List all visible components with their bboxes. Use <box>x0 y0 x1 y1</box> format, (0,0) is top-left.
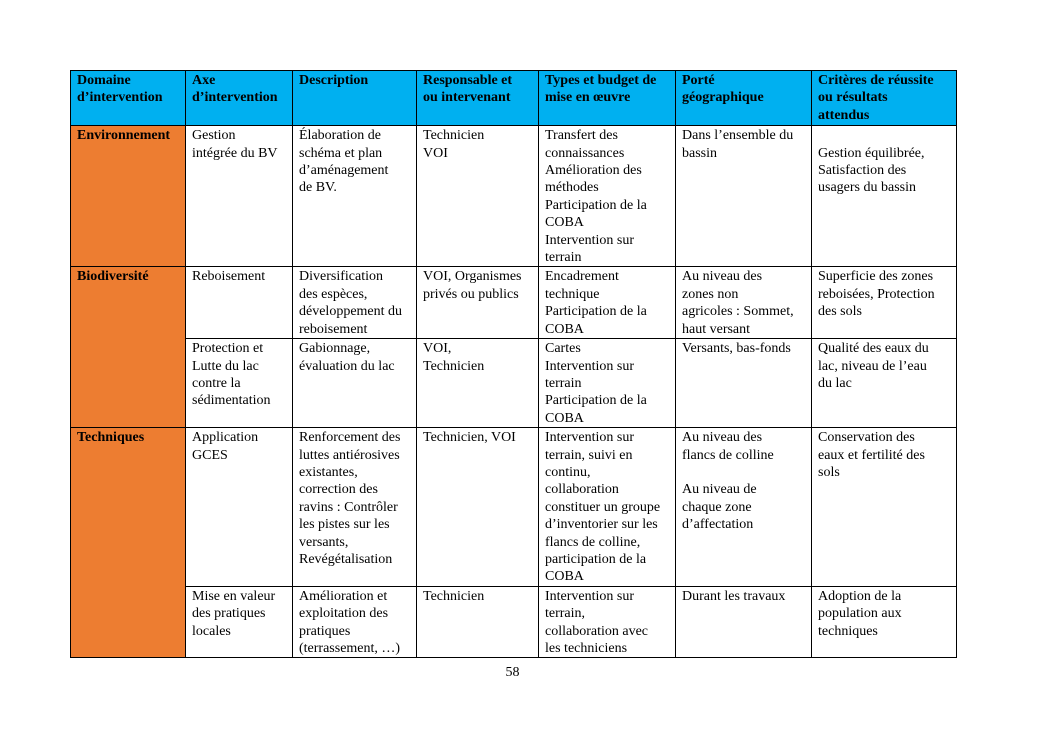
axe-cell: Mise en valeur des pratiques locales <box>186 586 293 658</box>
responsable-cell: Technicien <box>417 586 539 658</box>
page-number: 58 <box>505 665 520 680</box>
header-criteres: Critères de réussite ou résultats attendus <box>812 71 957 126</box>
types-cell: Intervention sur terrain, collaboration avec les techniciens <box>539 586 676 658</box>
types-cell: Intervention sur terrain, suivi en continu, collaboration constituer un groupe d’inventorier sur les flancs de colline, participation de la COBA <box>539 428 676 587</box>
axe-cell: Protection et Lutte du lac contre la sédimentation <box>186 339 293 428</box>
axe-cell: Application GCES <box>186 428 293 587</box>
description-cell: Élaboration de schéma et plan d’aménagement de BV. <box>293 126 417 267</box>
table-row <box>71 428 957 587</box>
types-cell: Cartes Intervention sur terrain Participation de la COBA <box>539 339 676 428</box>
criteres-cell: Superficie des zones reboisées, Protection des sols <box>812 267 957 339</box>
criteres-cell: Conservation des eaux et fertilité des sols <box>812 428 957 587</box>
criteres-cell: Gestion équilibrée, Satisfaction des usagers du bassin <box>812 126 957 267</box>
description-cell: Renforcement des luttes antiérosives existantes, correction des ravins : Contrôler les pistes sur les versants, Revégétalisation <box>293 428 417 587</box>
axe-cell: Gestion intégrée du BV <box>186 126 293 267</box>
responsable-cell: VOI, Technicien <box>417 339 539 428</box>
description-cell: Gabionnage, évaluation du lac <box>293 339 417 428</box>
types-cell: Encadrement technique Participation de la COBA <box>539 267 676 339</box>
types-cell: Transfert des connaissances Amélioration des méthodes Participation de la COBA Intervention sur terrain <box>539 126 676 267</box>
header-types-budget: Types et budget de mise en œuvre <box>539 71 676 126</box>
porte-cell: Durant les travaux <box>676 586 812 658</box>
header-domaine: Domaine d’intervention <box>71 71 186 126</box>
criteres-cell: Adoption de la population aux techniques <box>812 586 957 658</box>
table-row <box>71 586 957 658</box>
responsable-cell: Technicien, VOI <box>417 428 539 587</box>
responsable-cell: VOI, Organismes privés ou publics <box>417 267 539 339</box>
domain-cell-techniques: Techniques <box>71 428 186 658</box>
header-responsable: Responsable et ou intervenant <box>417 71 539 126</box>
porte-cell: Versants, bas-fonds <box>676 339 812 428</box>
description-cell: Amélioration et exploitation des pratiques (terrassement, …) <box>293 586 417 658</box>
table-header-row <box>71 71 957 126</box>
porte-cell: Au niveau des flancs de colline Au niveau de chaque zone d’affectation <box>676 428 812 587</box>
table-row <box>71 267 957 339</box>
domain-cell-biodiversite: Biodiversité <box>71 267 186 428</box>
porte-cell: Au niveau des zones non agricoles : Sommet, haut versant <box>676 267 812 339</box>
domain-cell-environnement: Environnement <box>71 126 186 267</box>
description-cell: Diversification des espèces, développement du reboisement <box>293 267 417 339</box>
axe-cell: Reboisement <box>186 267 293 339</box>
criteres-cell: Qualité des eaux du lac, niveau de l’eau du lac <box>812 339 957 428</box>
intervention-table <box>70 70 957 658</box>
header-axe: Axe d’intervention <box>186 71 293 126</box>
responsable-cell: Technicien VOI <box>417 126 539 267</box>
header-porte: Porté géographique <box>676 71 812 126</box>
porte-cell: Dans l’ensemble du bassin <box>676 126 812 267</box>
header-description: Description <box>293 71 417 126</box>
table-row <box>71 339 957 428</box>
table-row <box>71 126 957 267</box>
